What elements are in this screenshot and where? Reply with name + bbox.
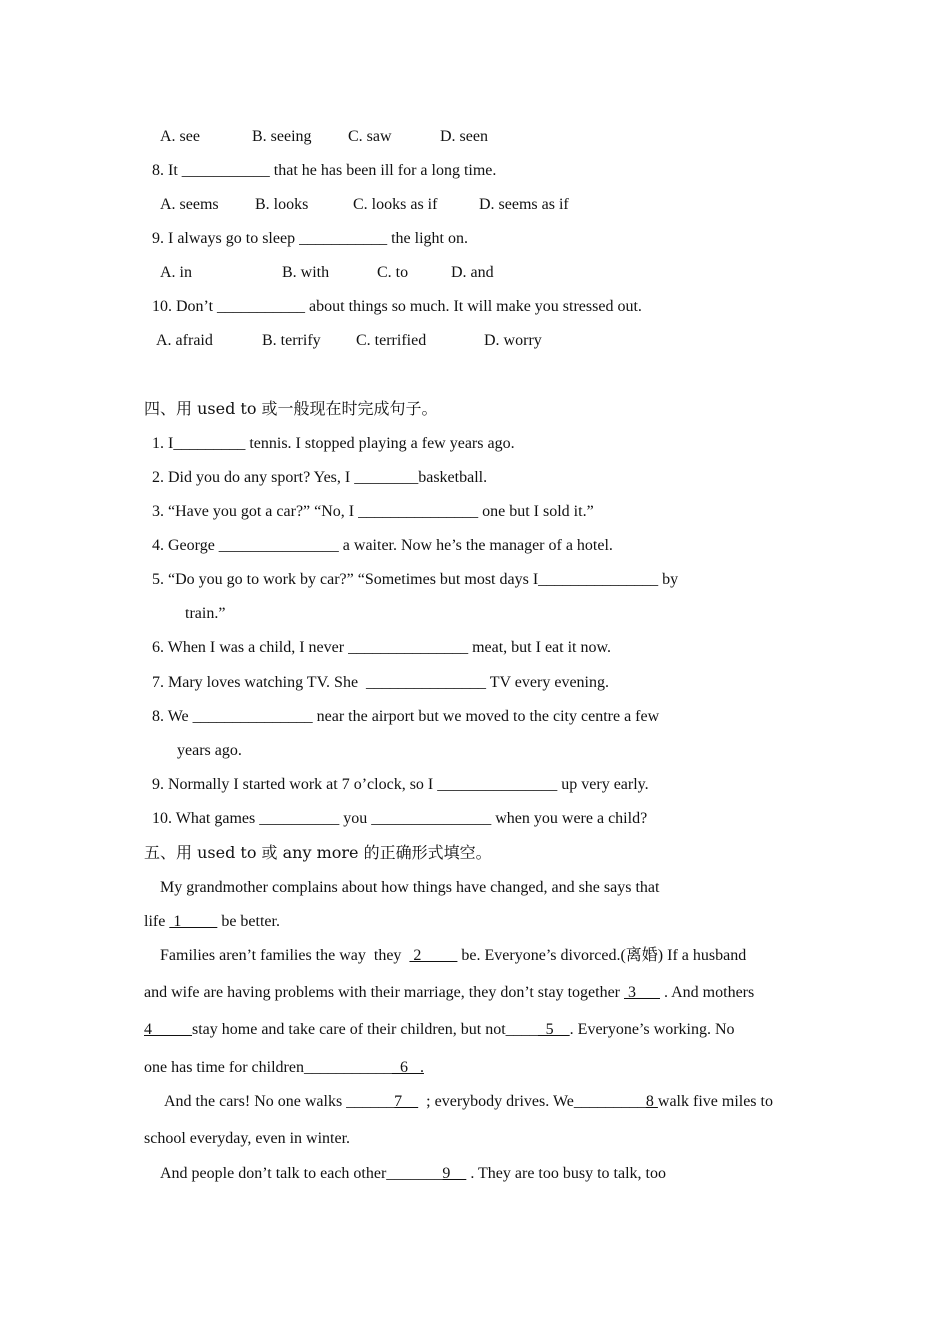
- passage-line-1: My grandmother complains about how things have changed, and she says that: [160, 879, 660, 896]
- passage-text: . And mothers: [660, 984, 755, 1001]
- passage-text: one has time for children___________: [144, 1059, 392, 1076]
- passage-line-9: [160, 1164, 666, 1184]
- passage-text: Families aren’t families the way they: [160, 947, 410, 964]
- section4-item-8-cont: years ago.: [177, 742, 242, 759]
- passage-text: stay home and take care of their children, but not____: [192, 1021, 538, 1038]
- passage-text: be. Everyone’s divorced.(离婚) If a husband: [457, 947, 747, 964]
- q8-option-c: C. looks as if: [353, 196, 438, 213]
- q7-option-c: C. saw: [348, 128, 392, 145]
- passage-text: . Everyone’s working. No: [569, 1021, 735, 1038]
- q10-option-b: B. terrify: [262, 332, 321, 349]
- q8-stem: 8. It ___________ that he has been ill for a long time.: [152, 162, 497, 179]
- q8-option-b: B. looks: [255, 196, 309, 213]
- passage-text: and wife are having problems with their marriage, they don’t stay together: [144, 984, 624, 1001]
- q10-stem: 10. Don’t ___________ about things so much. It will make you stressed out.: [152, 298, 642, 315]
- passage-line-7: [164, 1092, 773, 1112]
- blank-6: 6 .: [391, 1059, 424, 1076]
- section4-item-4: 4. George _______________ a waiter. Now he’s the manager of a hotel.: [152, 537, 613, 554]
- section4-item-6: 6. When I was a child, I never _______________ meat, but I eat it now.: [152, 639, 611, 656]
- section4-item-9: 9. Normally I started work at 7 o’clock, so I _______________ up very early.: [152, 776, 649, 793]
- passage-line-2: [144, 912, 280, 932]
- q9-option-c: C. to: [377, 264, 409, 281]
- passage-text: And the cars! No one walks ______: [164, 1093, 395, 1110]
- blank-9: 9: [442, 1165, 467, 1182]
- q8-option-a: A. seems: [160, 196, 219, 213]
- blank-7: 7: [394, 1093, 419, 1110]
- passage-text: life: [144, 913, 170, 930]
- passage-text: be better.: [217, 913, 280, 930]
- section4-item-3: 3. “Have you got a car?” “No, I _______________ one but I sold it.”: [152, 503, 594, 520]
- blank-1: 1: [169, 913, 218, 930]
- section4-item-7: 7. Mary loves watching TV. She _______________ TV every evening.: [152, 674, 609, 691]
- section4-item-2: 2. Did you do any sport? Yes, I ________basketball.: [152, 469, 488, 486]
- q9-option-d: D. and: [451, 264, 494, 281]
- blank-5: 5: [537, 1021, 570, 1038]
- passage-text: walk five miles to: [657, 1093, 773, 1110]
- blank-2: 2: [409, 947, 458, 964]
- section4-item-5: 5. “Do you go to work by car?” “Sometimes but most days I_______________ by: [152, 571, 679, 588]
- q10-option-a: A. afraid: [156, 332, 213, 349]
- section4-item-1: 1. I_________ tennis. I stopped playing a few years ago.: [152, 435, 515, 452]
- passage-line-4: [144, 983, 754, 1003]
- section4-heading: 四、用 used to 或一般现在时完成句子。: [144, 399, 438, 418]
- blank-3: 3: [624, 984, 660, 1001]
- q7-option-a: A. see: [160, 128, 200, 145]
- blank-8: 8: [645, 1093, 658, 1110]
- q10-option-d: D. worry: [484, 332, 542, 349]
- passage-text: . They are too busy to talk, too: [466, 1165, 666, 1182]
- blank-4: 4: [144, 1021, 192, 1038]
- q8-option-d: D. seems as if: [479, 196, 569, 213]
- q7-option-d: D. seen: [440, 128, 488, 145]
- q9-stem: 9. I always go to sleep ___________ the light on.: [152, 230, 468, 247]
- passage-line-8: school everyday, even in winter.: [144, 1130, 351, 1147]
- section4-item-8: 8. We _______________ near the airport but we moved to the city centre a few: [152, 708, 660, 725]
- passage-line-5: [144, 1020, 735, 1040]
- passage-line-3: [160, 946, 746, 966]
- passage-text: And people don’t talk to each other_______: [160, 1165, 443, 1182]
- section4-item-5-cont: train.”: [185, 605, 226, 622]
- section5-heading: 五、用 used to 或 any more 的正确形式填空。: [144, 843, 492, 862]
- passage-text: ; everybody drives. We_________: [418, 1093, 646, 1110]
- q9-option-b: B. with: [282, 264, 330, 281]
- q9-option-a: A. in: [160, 264, 192, 281]
- section4-item-10: 10. What games __________ you _______________ when you were a child?: [152, 810, 648, 827]
- q10-option-c: C. terrified: [356, 332, 427, 349]
- q7-option-b: B. seeing: [252, 128, 312, 145]
- passage-line-6: [144, 1058, 424, 1078]
